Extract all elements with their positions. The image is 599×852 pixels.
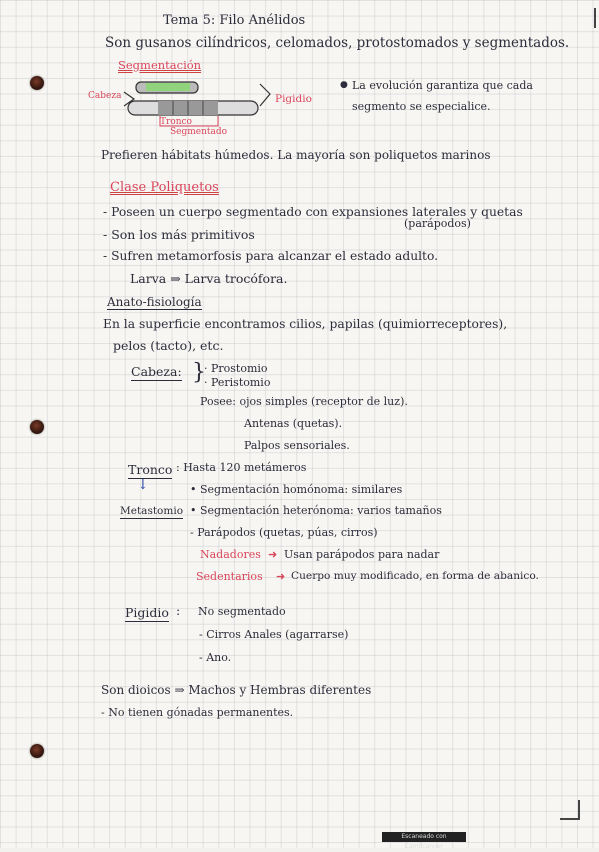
clase-line4: Larva ⇒ Larva trocófora. bbox=[130, 271, 288, 286]
cabeza-label: Cabeza: bbox=[131, 364, 182, 379]
pigidio-line2: - Cirros Anales (agarrarse) bbox=[199, 628, 349, 641]
pigidio-colon: : bbox=[176, 603, 181, 618]
tronco-b3: - Parápodos (quetas, púas, cirros) bbox=[190, 526, 378, 539]
pigidio-label: Pigidio bbox=[125, 605, 169, 620]
page-corner-mark bbox=[560, 800, 580, 820]
tronco-b1: • Segmentación homónoma: similares bbox=[190, 483, 403, 496]
pigidio-line1: No segmentado bbox=[198, 605, 286, 618]
segmentacion-heading: Segmentación bbox=[118, 58, 202, 72]
habitats-text: Prefieren hábitats húmedos. La mayoría son poliquetos marinos bbox=[101, 148, 491, 162]
binder-hole bbox=[30, 420, 44, 434]
page-corner-mark bbox=[574, 8, 596, 28]
sexos-line2: - No tienen gónadas permanentes. bbox=[101, 706, 294, 719]
label-segmentado: Segmentado bbox=[170, 127, 228, 137]
label-cabeza: Cabeza bbox=[88, 91, 122, 101]
binder-hole bbox=[30, 744, 44, 758]
clase-line2: - Son los más primitivos bbox=[103, 227, 255, 242]
anatomia-line2: pelos (tacto), etc. bbox=[113, 338, 224, 353]
cabeza-posee: Posee: ojos simples (receptor de luz). bbox=[200, 395, 408, 408]
anatomia-heading: Anato-fisiología bbox=[107, 295, 202, 309]
anatomia-line1: En la superficie encontramos cilios, papilas (quimiorreceptores), bbox=[103, 317, 508, 331]
evolution-note-line2: segmento se especialice. bbox=[352, 100, 491, 113]
sedentarios-text: Cuerpo muy modificado, en forma de abanico. bbox=[291, 570, 539, 582]
bracket-right-icon bbox=[260, 84, 270, 106]
brace-icon: } bbox=[192, 360, 206, 385]
cabeza-item1: · Prostomio bbox=[204, 362, 268, 375]
page-title: Tema 5: Filo Anélidos bbox=[163, 13, 306, 28]
bullet-dot-icon: ● bbox=[340, 80, 348, 90]
metastomio-label: Metastomio bbox=[120, 505, 184, 517]
intro-text: Son gusanos cilíndricos, celomados, protostomados y segmentados. bbox=[105, 35, 570, 51]
cabeza-palpos: Palpos sensoriales. bbox=[244, 439, 350, 452]
evolution-note-line1: La evolución garantiza que cada bbox=[352, 79, 533, 92]
clase-heading: Clase Poliquetos bbox=[110, 180, 219, 195]
worm-top-fill bbox=[146, 83, 190, 91]
clase-line1: - Poseen un cuerpo segmentado con expansiones laterales y quetas bbox=[103, 205, 523, 219]
pigidio-line3: - Ano. bbox=[199, 651, 232, 664]
scanner-watermark: Escaneado con CamScanner bbox=[382, 832, 466, 842]
arrow-right-icon: ➜ bbox=[276, 570, 286, 583]
cabeza-item2: · Peristomio bbox=[204, 376, 271, 389]
nadadores-label: Nadadores bbox=[200, 548, 261, 561]
sedentarios-label: Sedentarios bbox=[196, 570, 263, 583]
tronco-hasta: : Hasta 120 metámeros bbox=[176, 461, 307, 474]
cabeza-antenas: Antenas (quetas). bbox=[244, 417, 343, 430]
arrow-right-icon: ➜ bbox=[268, 548, 278, 561]
tronco-label: Tronco bbox=[128, 462, 173, 477]
tronco-b2: • Segmentación heterónoma: varios tamaños bbox=[190, 504, 442, 517]
parapodos-note: (parápodos) bbox=[404, 217, 471, 230]
label-pigidio: Pigidio bbox=[275, 93, 312, 105]
sexos-line1: Son dioicos ⇒ Machos y Hembras diferentes bbox=[101, 683, 372, 697]
binder-hole bbox=[30, 76, 44, 90]
clase-line3: - Sufren metamorfosis para alcanzar el estado adulto. bbox=[103, 249, 439, 263]
arrow-down-icon: ↓ bbox=[137, 477, 149, 493]
nadadores-text: Usan parápodos para nadar bbox=[284, 548, 440, 561]
label-tronco: Tronco bbox=[160, 117, 192, 127]
